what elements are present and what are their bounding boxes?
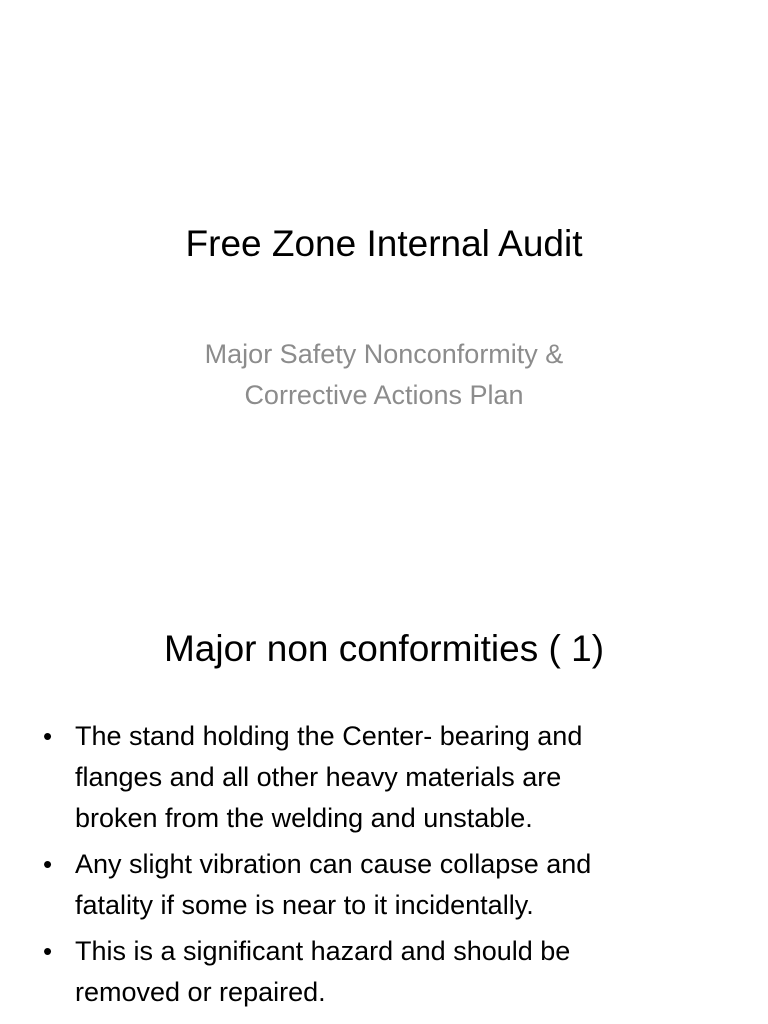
bullet-text: [75, 844, 740, 926]
bullet-line: broken from the welding and unstable.: [75, 803, 533, 833]
bullet-line: Any slight vibration can cause collapse and: [75, 849, 592, 879]
content-slide-heading: Major non conformities ( 1): [163, 628, 605, 669]
slide-title-heading: Free Zone Internal Audit: [185, 223, 583, 264]
bullet-marker: •: [43, 936, 53, 966]
bullet-line: This is a significant hazard and should be: [75, 936, 571, 966]
bullet-list: [40, 716, 740, 1018]
slide-subtitle: [0, 334, 768, 416]
bullet-line: removed or repaired.: [75, 977, 326, 1007]
bullet-item: [40, 844, 740, 926]
bullet-item: [40, 931, 740, 1013]
bullet-item: [40, 716, 740, 839]
bullet-marker: •: [43, 721, 53, 751]
subtitle-line: Major Safety Nonconformity &: [204, 339, 564, 369]
bullet-line: flanges and all other heavy materials are: [75, 762, 562, 792]
bullet-text: [75, 716, 740, 839]
slide-content: [0, 576, 768, 1024]
bullet-line: fatality if some is near to it incidentally.: [75, 890, 534, 920]
bullet-text: [75, 931, 740, 1013]
bullet-line: The stand holding the Center- bearing and: [75, 721, 583, 751]
subtitle-line: Corrective Actions Plan: [244, 380, 524, 410]
bullet-marker: •: [43, 849, 53, 879]
